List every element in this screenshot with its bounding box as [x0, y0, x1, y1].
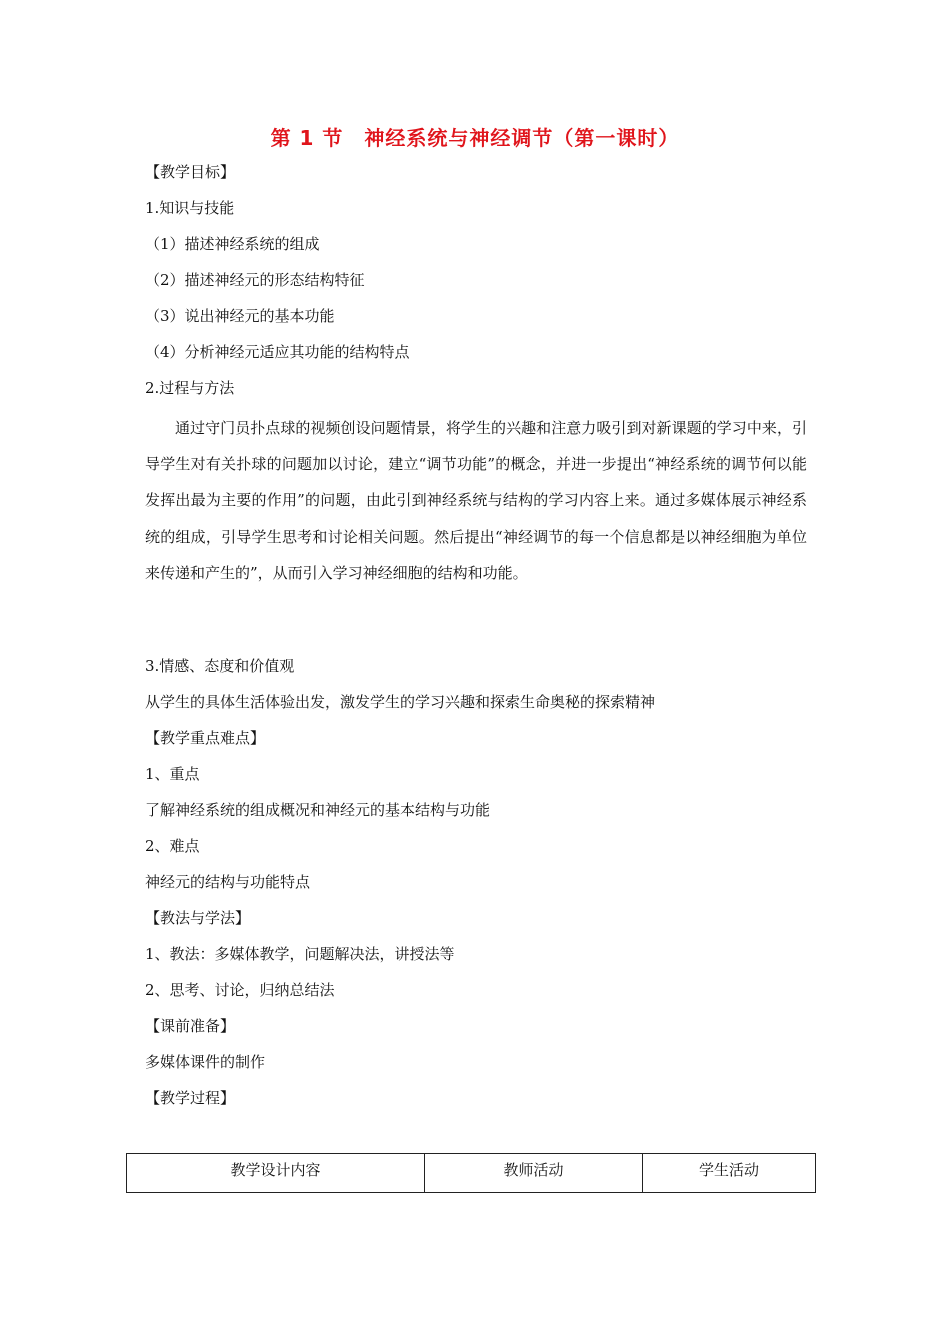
knowledge-item: （2）描述神经元的形态结构特征	[145, 271, 365, 289]
table-header-cell: 教学设计内容	[127, 1154, 425, 1193]
attitude-text: 从学生的具体生活体验出发，激发学生的学习兴趣和探索生命奥秘的探索精神	[145, 693, 656, 711]
attitude-heading: 3.情感、态度和价值观	[145, 657, 295, 675]
difficulty-text: 神经元的结构与功能特点	[145, 873, 311, 891]
process-paragraph: 通过守门员扑点球的视频创设问题情景，将学生的兴趣和注意力吸引到对新课题的学习中来，引导学生对有关扑球的问题加以讨论，建立“调节功能”的概念，并进一步提出“神经系统的调节何以能发挥出最为主要的作用”的问题，由此引到神经系统与结构的学习内容上来。通过多媒体展示神经系统的组成，引导学生思考和讨论相关问题。然后提出“神经调节的每一个信息都是以神经细胞为单位来传递和产生的”，从而引入学习神经细胞的结构和功能。	[145, 419, 807, 582]
methods-heading: 【教法与学法】	[145, 909, 251, 927]
preparation-text: 多媒体课件的制作	[145, 1053, 266, 1071]
table-header-row	[127, 1154, 816, 1193]
document-title: 第 1 节 神经系统与神经调节（第一课时）	[270, 126, 680, 150]
knowledge-heading: 1.知识与技能	[145, 199, 235, 217]
preparation-heading: 【课前准备】	[145, 1017, 236, 1035]
focus-text: 了解神经系统的组成概况和神经元的基本结构与功能	[145, 801, 491, 819]
knowledge-item: （4）分析神经元适应其功能的结构特点	[145, 343, 410, 361]
key-points-heading: 【教学重点难点】	[145, 729, 266, 747]
table-header-cell: 学生活动	[643, 1154, 816, 1193]
difficulty-heading: 2、难点	[145, 837, 200, 855]
procedure-table	[126, 1153, 816, 1193]
knowledge-item: （1）描述神经系统的组成	[145, 235, 320, 253]
focus-heading: 1、重点	[145, 765, 200, 783]
knowledge-item: （3）说出神经元的基本功能	[145, 307, 335, 325]
table-header-cell: 教师活动	[425, 1154, 643, 1193]
process-heading: 2.过程与方法	[145, 379, 235, 397]
procedure-heading: 【教学过程】	[145, 1089, 236, 1107]
objectives-heading: 【教学目标】	[145, 163, 236, 181]
learning-method: 2、思考、讨论，归纳总结法	[145, 981, 335, 999]
teaching-method: 1、教法：多媒体教学，问题解决法，讲授法等	[145, 945, 455, 963]
